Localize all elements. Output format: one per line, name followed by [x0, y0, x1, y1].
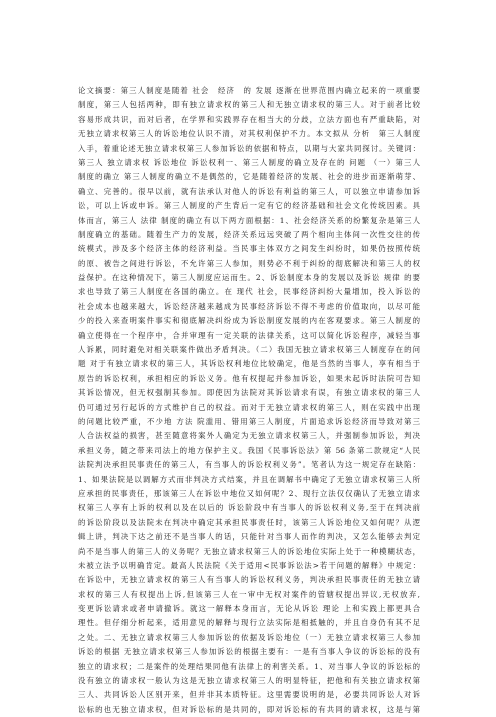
text-line: 未被立法予以明确肯定。最高人民法院《关于适用<民事诉讼法>若干问题的解释》中规定： — [78, 560, 420, 570]
text-line: 法院判决承担民事责任的第三人，有当事人的诉讼权利义务”。笔者认为这一规定存在缺陷： — [78, 460, 420, 470]
text-line: 题 对于有独立请求权的第三人，其诉讼权利地位比较确定，他是当然的当事人，享有相当于 — [78, 359, 420, 369]
text-line: 的问题比较严重，不少地 方法 院滥用、错用第三人制度，片面追求诉讼经济而导致对第三 — [78, 416, 420, 426]
text-line: 统模式，涉及多个经济主体的经济利益。当民事主体双方之间发生纠纷时，如果仍按照传统 — [78, 244, 420, 254]
text-line: 体而言，第三人 法律 制度的确立有以下两方面根据：1、社会经济关系的纷繁复杂是第三人 — [78, 215, 420, 225]
text-line: 讼标的也无独立请求权，但对诉讼标的是共同的，即对诉讼标的有共同的请求权，这是与第 — [78, 704, 420, 714]
text-line: 三人、共同诉讼人区别开来，但并非其本质特征。这里需要说明的是，必要共同诉讼人对诉 — [78, 690, 420, 700]
text-line: 确立、完善的。很早以前，就有法承认对他人的诉讼有利益的第三人，可以独立申请参加诉 — [78, 186, 420, 196]
text-line: 制度，第三人包括两种，即有独立请求权的第三人和无独立请求权的第三人。对于前者比较 — [78, 100, 420, 110]
text-line: 无独立请求权第三人的诉讼地位认识不清，对其权利保护不力。本文拟从 分析 第三人制度 — [78, 129, 420, 139]
text-line: 应承担的民事责任，那该第三人在诉讼中地位又如何呢？2、现行立法仅仅确认了无独立请求 — [78, 488, 420, 498]
text-line: 入手，着重论述无独立请求权第三人参加诉讼的依据和特点，以期与大家共同探讨。关键词： — [78, 143, 420, 153]
text-line: 在诉讼中，无独立请求权的第三人有当事人的诉讼权利义务，判决承担民事责任的无独立请 — [78, 575, 420, 585]
text-line: 变更诉讼请求或者申请撤诉。就这一解释本身而言，无论从诉讼 理论 上和实践上都更具合 — [78, 604, 420, 614]
text-line: 容易形成共识，而对后者，在学界和实践界存在相当大的分歧，立法方面也有严重缺陷，对 — [78, 114, 420, 124]
text-line: 制度的确立 第三人制度的确立不是偶然的，它是随着经济的发展、社会的进步而逐渐萌芽、 — [78, 172, 420, 182]
text-line: 求也导致了第三人制度在各国的确立。在 现代 社会，民事经济纠纷大量增加，投入诉讼的 — [78, 287, 420, 297]
text-line: 权第三人享有上诉的权利以及在以后的 诉讼阶段中有当事人的诉讼权利义务,至于在判决前 — [78, 503, 420, 513]
text-line: 其诉讼情况，但无权强制其参加。即使因为法院对其诉讼请求有误，有独立请求权的第三人 — [78, 388, 420, 398]
text-line: 之处。二、无独立请求权第三人参加诉讼的依据及诉讼地位（一）无独立请求权第三人参加 — [78, 632, 420, 642]
text-line: 社会成本也越来越大，诉讼经济越来越成为民事经济诉讼不得不考虑的价值取向，以尽可能 — [78, 301, 420, 311]
text-line: 确立使得在一个程序中，合并审理有一定关联的法律关系，这可以简化诉讼程序，减轻当事 — [78, 330, 420, 340]
text-line: 原告的诉讼权利，承担相应的诉讼义务。他有权提起并参加诉讼，如果未起诉时法院可告知 — [78, 373, 420, 383]
text-line: 独立的请求权；二是案件的处理结果同他有法律上的利害关系。1、对当事人争议的诉讼标的 — [78, 661, 420, 671]
text-line: 少的投入来查明案件事实和彻底解决纠纷成为诉讼制度发展的内在客观要求。第三人制度的 — [78, 316, 420, 326]
document-body — [78, 84, 420, 717]
text-line: 尚不是当事人的第三人的义务呢？无独立请求权第三人的诉讼地位实际上处于一种模糊状态， — [78, 546, 420, 556]
text-line: 没有独立的请求权一般认为这是无独立请求权第三人的明显特征，把他和有关独立请求权第 — [78, 676, 420, 686]
text-line: 理性。但仔细分析起来，适用意见的解释与现行立法实际是相抵触的，并且自身仍有其不足 — [78, 618, 420, 628]
text-line: 讼，可以上诉或申诉。第三人制度的产生背后一定有它的经济基础和社会文化传统因素。具 — [78, 201, 420, 211]
text-line: 诉讼的根据 无独立请求权第三人参加诉讼的根据主要有：一是有当事人争议的诉讼标的没有 — [78, 647, 420, 657]
text-line: 1、如果法院是以调解方式而非判决方式结案，并且在调解书中确定了无独立请求权第三人所 — [78, 474, 420, 484]
text-line: 人合法权益的损害，甚至随意将案外人确定为无独立请求权第三人，并强制参加诉讼，判决 — [78, 431, 420, 441]
text-line: 仍可通过另行起诉的方式维护自己的权益。而对于无独立请求权的第三人，则在实践中出现 — [78, 402, 420, 412]
text-line: 辑上讲，判决下达之前还不是当事人的话，只能针对当事人而作的判决，又怎么能够去判定 — [78, 532, 420, 542]
text-line: 的诉讼阶段以及法院未在判决中确定其承担民事责任时，该第三人诉讼地位又如何呢？从逻 — [78, 517, 420, 527]
text-line: 论文摘要：第三人制度是随着 社会 经济 的 发展 逐渐在世界范围内确立起来的一项重要 — [78, 86, 420, 95]
text-line: 益保护。在这种情况下，第三人制度应运而生。2、诉讼制度本身的发展以及诉讼 规律 的要 — [78, 273, 420, 283]
text-line: 制度确立的基础。随着生产力的发展，经济关系远远突破了两个相向主体间一次性交往的传 — [78, 229, 420, 239]
text-line: 承担义务，随之带来司法上的地方保护主义。我国《民事诉讼法》第 56 条第二款规定“人民 — [78, 445, 420, 455]
text-line: 人诉累，同时避免对相关联案件做出矛盾判决。（二）我国无独立请求权第三人制度存在的问 — [78, 345, 420, 355]
text-line: 求权的第三人有权提出上诉,但该第三人在一审中无权对案件的管辖权提出异议,无权放弃, — [78, 589, 420, 599]
text-line: 的原、被告之间进行诉讼，不允许第三人参加，则势必不利于纠纷的彻底解决和第三人的权 — [78, 258, 420, 268]
text-line: 第三人 独立请求权 诉讼地位 诉讼权利一、第三人制度的确立及存在的 问题 （一）第三人 — [78, 157, 420, 167]
